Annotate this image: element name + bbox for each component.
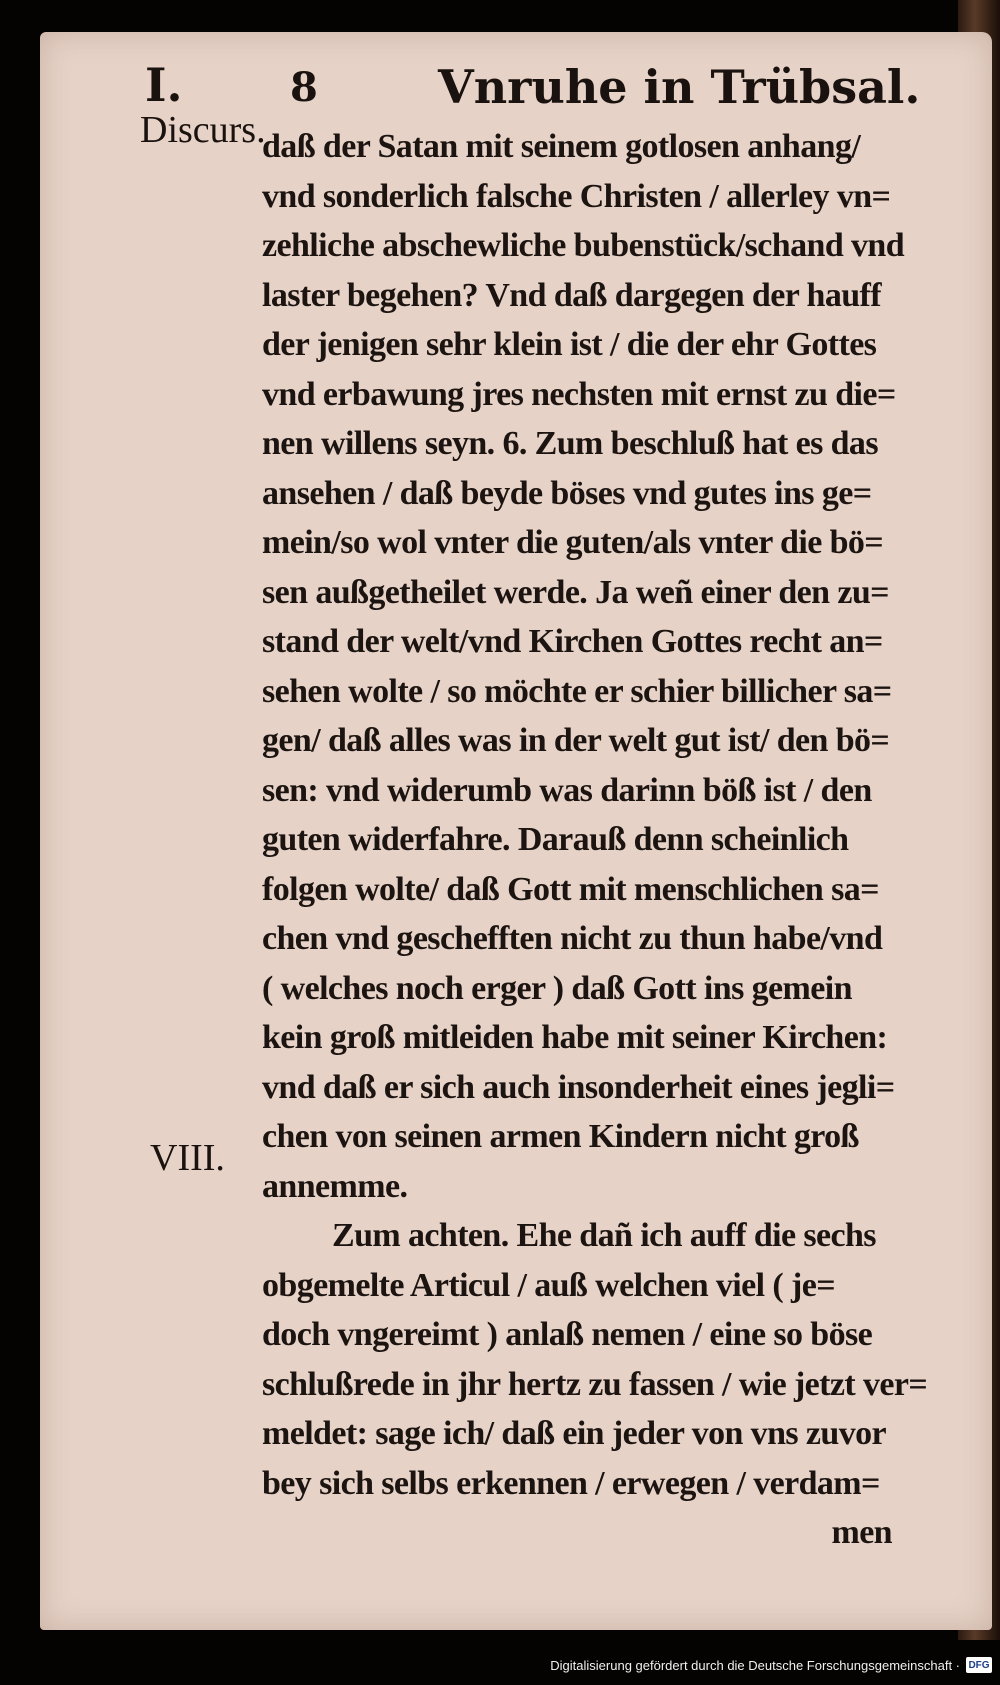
- text-line: kein groß mitleiden habe mit seiner Kirchen:: [262, 1019, 888, 1056]
- text-line: bey sich selbs erkennen / erwegen / verdam=: [262, 1464, 880, 1502]
- funding-credit: Digitalisierung gefördert durch die Deutsche Forschungsgemeinschaft ·: [550, 1657, 960, 1673]
- text-line: laster begehen? Vnd daß dargegen der hauff: [262, 276, 881, 314]
- text-line: chen vnd geschefften nicht zu thun habe/vnd: [262, 920, 883, 957]
- text-line: stand der welt/vnd Kirchen Gottes recht an=: [262, 623, 883, 660]
- text-line: vnd sonderlich falsche Christen / allerley vn=: [262, 177, 891, 215]
- body-text: [262, 122, 962, 1558]
- text-line: obgemelte Articul / auß welchen viel ( je=: [262, 1266, 836, 1304]
- text-line: vnd erbawung jres nechsten mit ernst zu die=: [262, 375, 896, 413]
- text-line: nen willens seyn. 6. Zum beschluß hat es das: [262, 425, 878, 462]
- text-line: ( welches noch erger ) daß Gott ins gemein: [262, 969, 852, 1007]
- text-line: sen außgetheilet werde. Ja weñ einer den zu=: [262, 573, 889, 611]
- text-line: doch vngereimt ) anlaß nemen / eine so böse: [262, 1316, 873, 1353]
- text-line: annemme.: [262, 1167, 408, 1205]
- text-line: zehliche abschewliche bubenstück/schand vnd: [262, 227, 905, 264]
- text-line: chen von seinen armen Kindern nicht groß: [262, 1118, 859, 1155]
- digitization-footer: [550, 1651, 992, 1679]
- catchword: men: [831, 1514, 892, 1551]
- margin-note-discurs: Discurs.: [140, 109, 266, 151]
- text-line: ansehen / daß beyde böses vnd gutes ins ge=: [262, 474, 872, 512]
- text-line: schlußrede in jhr hertz zu fassen / wie jetzt ver=: [262, 1365, 928, 1403]
- page-number: 8: [290, 64, 318, 111]
- text-line: der jenigen sehr klein ist / die der ehr Gottes: [262, 326, 877, 363]
- text-line: sen: vnd widerumb was darinn böß ist / den: [262, 771, 872, 809]
- margin-note-section: VIII.: [150, 1137, 225, 1179]
- text-line: meldet: sage ich/ daß ein jeder von vns zuvor: [262, 1415, 887, 1452]
- text-line: gen/ daß alles was in der welt gut ist/ den bö=: [262, 722, 890, 759]
- running-title: Vnruhe in Trübsal.: [438, 60, 921, 114]
- text-line: sehen wolte / so möchte er schier billicher sa=: [262, 672, 892, 710]
- chapter-signature: I.: [145, 58, 183, 112]
- text-line: daß der Satan mit seinem gotlosen anhang/: [262, 128, 861, 165]
- text-line: mein/so wol vnter die guten/als vnter die bö=: [262, 524, 884, 561]
- text-line: Zum achten. Ehe dañ ich auff die sechs: [332, 1217, 876, 1254]
- text-line: vnd daß er sich auch insonderheit eines jegli=: [262, 1068, 895, 1106]
- text-line: guten widerfahre. Darauß denn scheinlich: [262, 821, 849, 858]
- dfg-logo: DFG: [966, 1657, 992, 1673]
- text-line: folgen wolte/ daß Gott mit menschlichen sa=: [262, 870, 879, 908]
